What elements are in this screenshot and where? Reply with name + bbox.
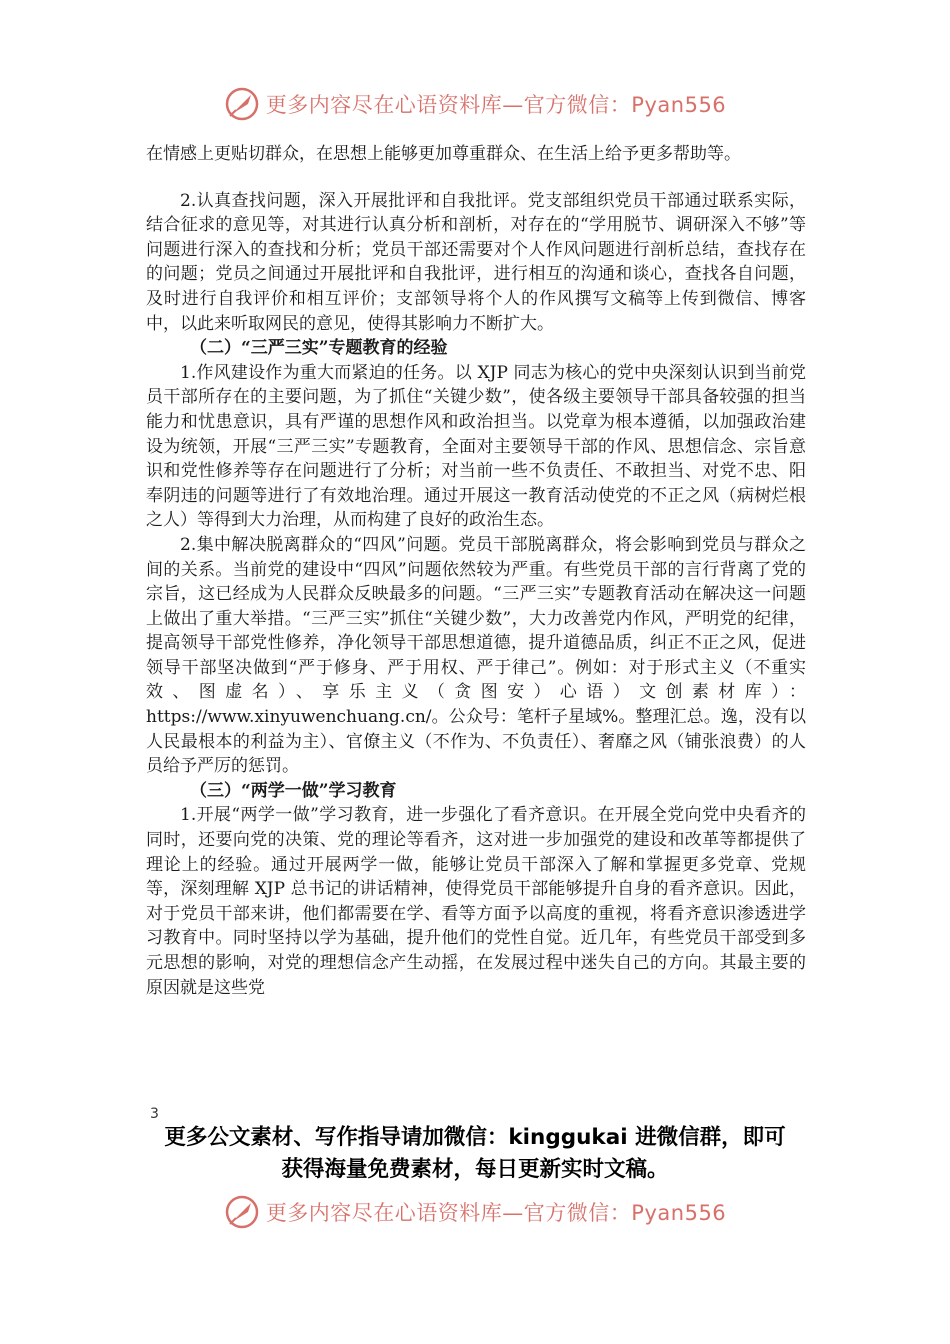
page-number: 3 [150,1106,159,1122]
promo-text [120,1122,830,1186]
quill-logo-icon [224,86,260,122]
promo-line-1: 更多公文素材、写作指导请加微信：kinggukai 进微信群，即可 [164,1125,786,1150]
section-heading: （三）“两学一做”学习教育 [190,780,397,801]
quill-logo-icon [224,1194,260,1230]
header-banner-text: 更多内容尽在心语资料库—官方微信：Pyan556 [265,93,727,117]
footer-banner-text: 更多内容尽在心语资料库—官方微信：Pyan556 [265,1201,727,1225]
footer-banner [0,1190,950,1234]
header-banner [0,84,950,124]
document-body [146,142,806,1000]
paragraph: 1.开展“两学一做”学习教育，进一步强化了看齐意识。在开展全党向党中央看齐的同时，还要向党的决策、党的理论等看齐，这对进一步加强党的建设和改革等都提供了理论上的经验。通过开展两学一做，能够让党员干部深入了解和掌握更多党章、党规等，深刻理解 XJP 总书记的讲话精神，使得党员干部能够提升自身的看齐意识。因此，对于党员干部来讲，他们都需要在学、看等方面予以高度的重视，将看齐意识渗透进学习教育中。同时坚持以学为基础，提升他们的党性自觉。近几年，有些党员干部受到多元思想的影响，对党的理想信念产生动摇，在发展过程中迷失自己的方向。其最主要的原因就是这些党 [146,805,806,998]
paragraph: 1.作风建设作为重大而紧迫的任务。以 XJP 同志为核心的党中央深刻认识到当前党员干部所存在的主要问题，为了抓住“关键少数”，使各级主要领导干部具备较强的担当能力和忧患意识，具有严谨的思想作风和政治担当。以党章为根本遵循，以加强政治建设为统领，开展“三严三实”专题教育，全面对主要领导干部的作风、思想信念、宗旨意识和党性修养等存在问题进行了分析；对当前一些不负责任、不敢担当、对党不忠、阳奉阴违的问题等进行了有效地治理。通过开展这一教育活动使党的不正之风（病树烂根之人）等得到大力治理，从而构建了良好的政治生态。 [146,362,806,531]
paragraph: 2.认真查找问题，深入开展批评和自我批评。党支部组织党员干部通过联系实际，结合征求的意见等，对其进行认真分析和剖析，对存在的“学用脱节、调研深入不够”等问题进行深入的查找和分析；党员干部还需要对个人作风问题进行剖析总结，查找存在的问题；党员之间通过开展批评和自我批评，进行相互的沟通和谈心，查找各自问题，及时进行自我评价和相互评价；支部领导将个人的作风撰写文稿等上传到微信、博客中，以此来听取网民的意见，使得其影响力不断扩大。 [146,190,806,334]
paragraph: 在情感上更贴切群众，在思想上能够更加尊重群众、在生活上给予更多帮助等。 [146,144,741,164]
paragraph: 2.集中解决脱离群众的“四风”问题。党员干部脱离群众，将会影响到党员与群众之间的关系。当前党的建设中“四风”问题依然较为严重。有些党员干部的言行背离了党的宗旨，这已经成为人民群众反映最多的问题。“三严三实”专题教育活动在解决这一问题上做出了重大举措。“三严三实”抓住“关键少数”，大力改善党内作风，严明党的纪律，提高领导干部党性修养，净化领导干部思想道德，提升道德品质，纠正不正之风，促进领导干部坚决做到“严于修身、严于用权、严于律己”。例如：对于形式主义（不重实效、图虚名）、享乐主义（贪图安）心语）文创素材库）：https://www.xinyuwenchuang.cn/。公众号：笔杆子星域%。整理汇总。逸，没有以人民最根本的利益为主）、官僚主义（不作为、不负责任）、奢靡之风（铺张浪费）的人员给予严厉的惩罚。 [146,534,806,777]
promo-line-2: 获得海量免费素材，每日更新实时文稿。 [281,1157,669,1182]
section-heading: （二）“三严三实”专题教育的经验 [190,338,448,359]
